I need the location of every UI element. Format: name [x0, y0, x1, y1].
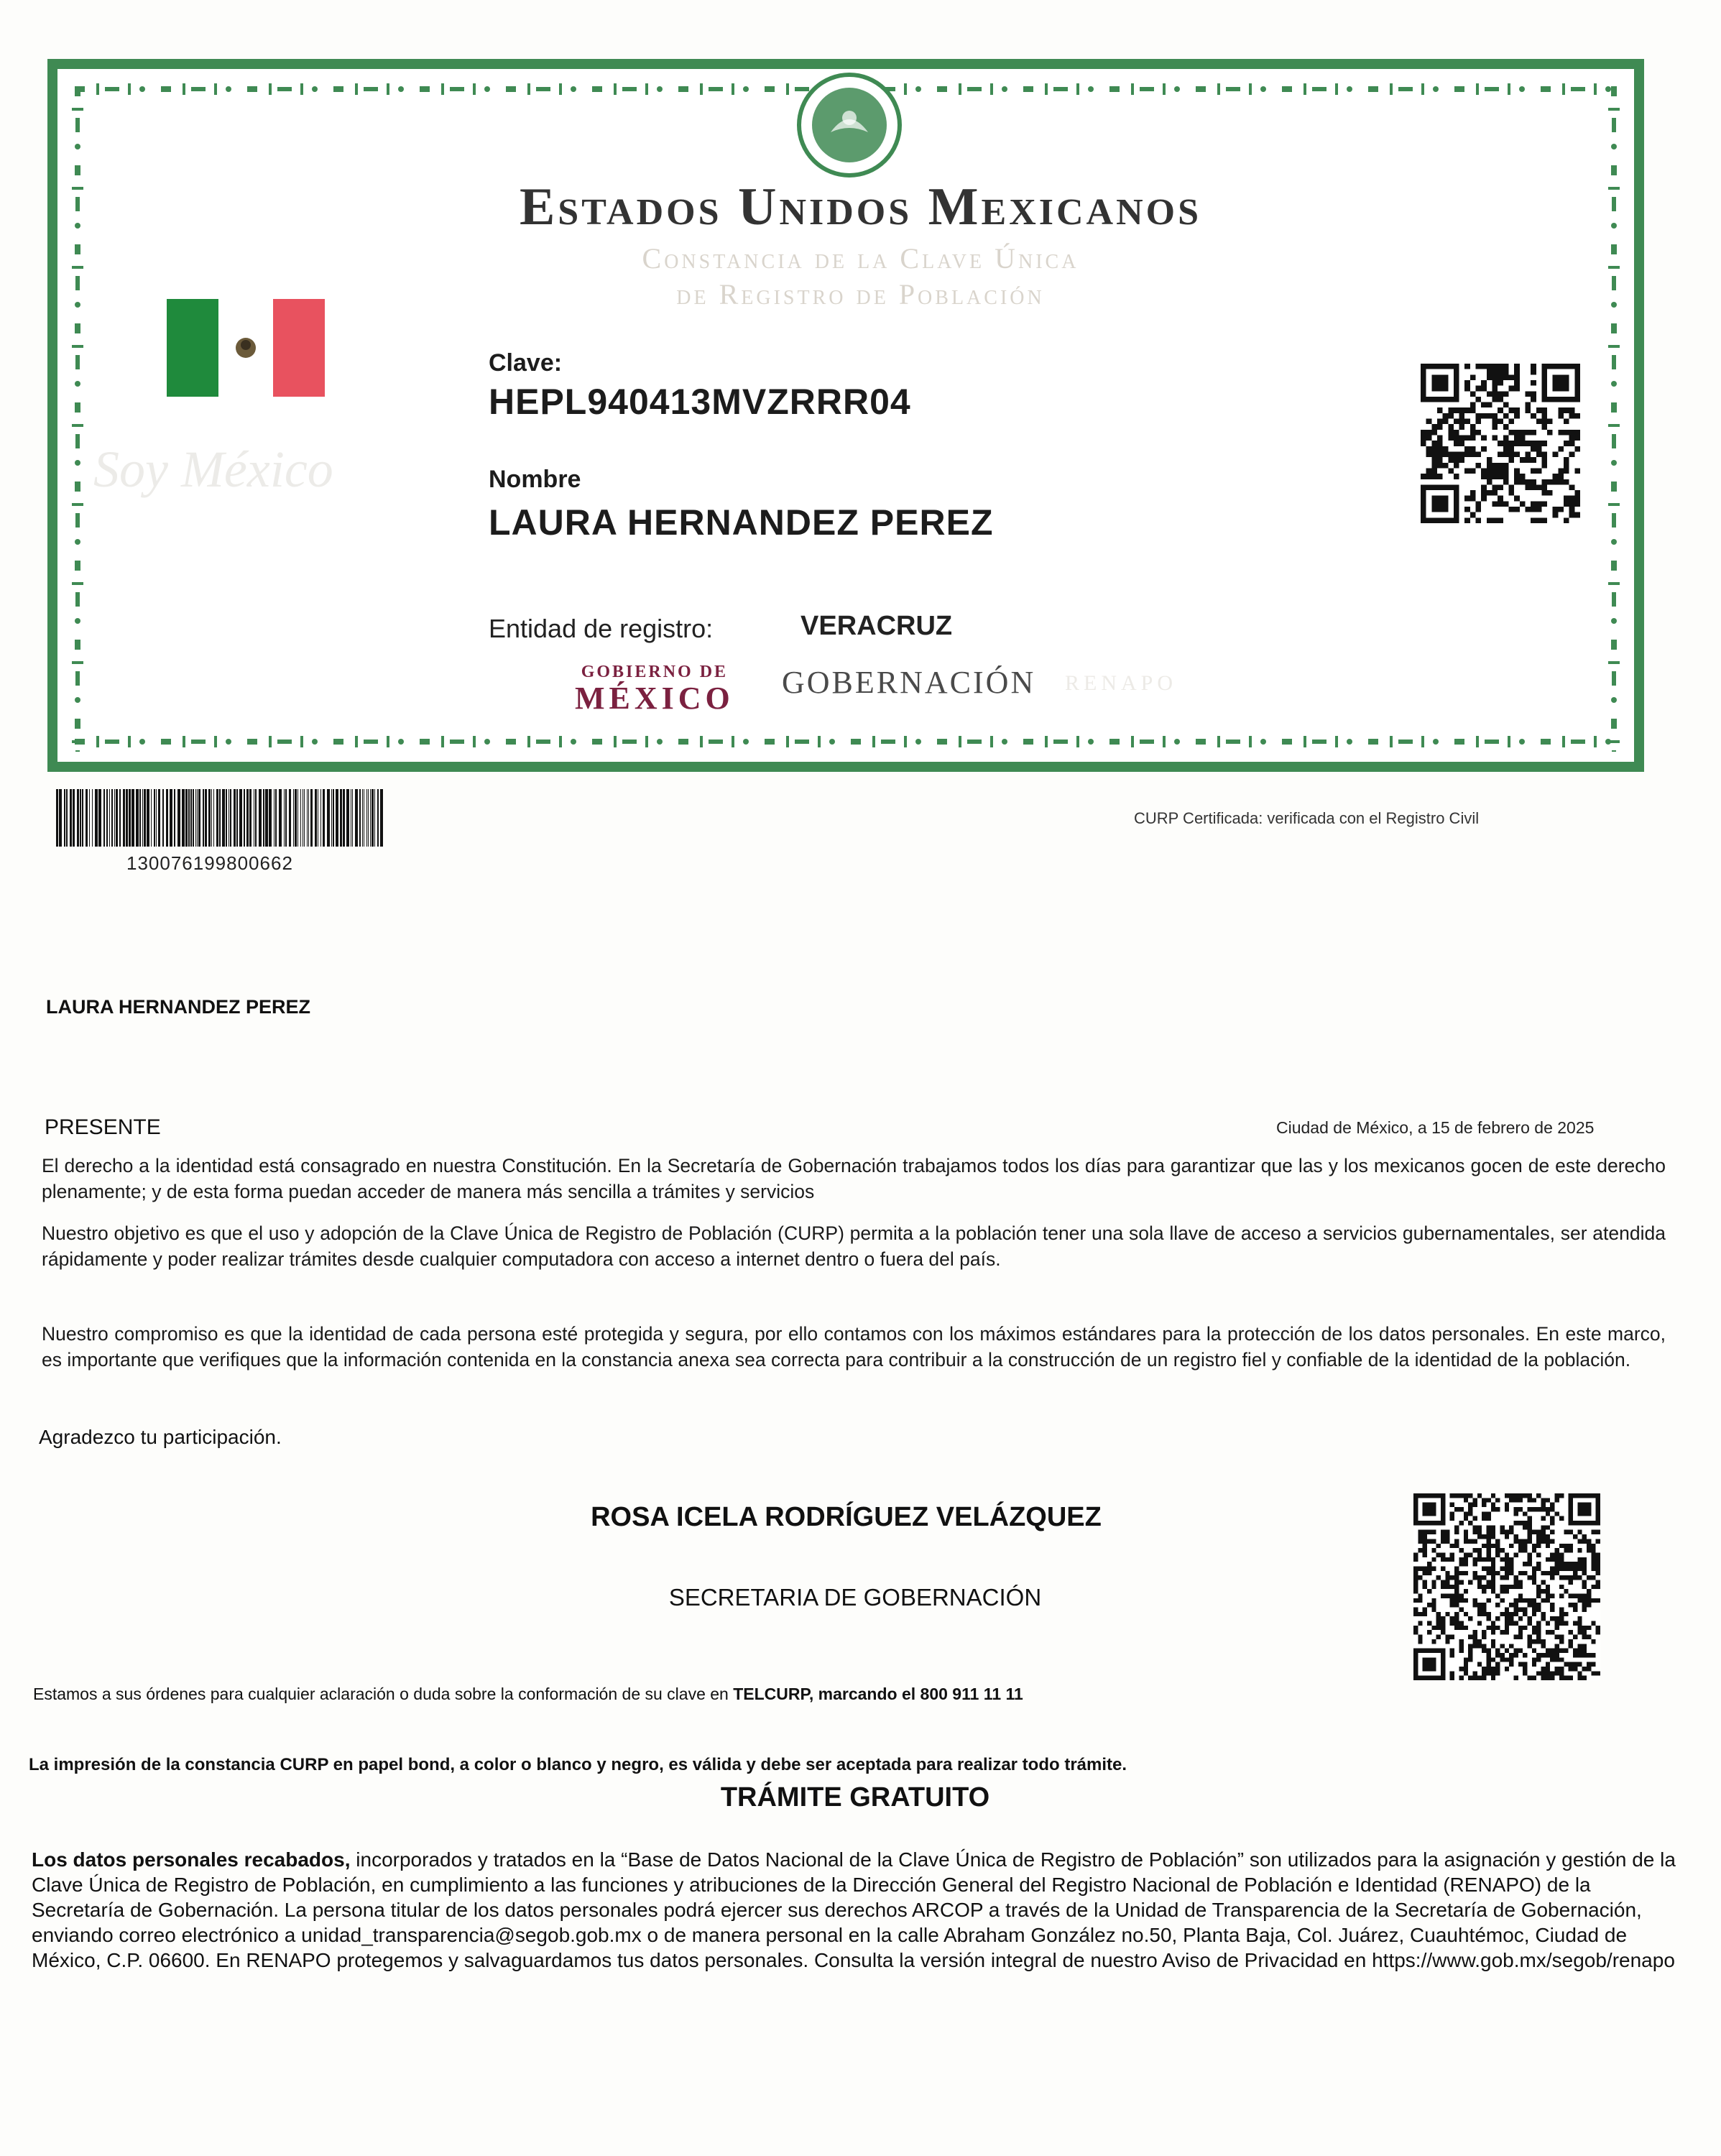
certificate-subtitle-line1: Constancia de la Clave Única: [642, 242, 1079, 275]
letter-paragraph-3: Nuestro compromiso es que la identidad de cada persona esté protegida y segura, por ello contamos con los máximos estándares para la protección de los datos personales. En este marco, es importante que verifiques que la información contenida en la constancia anexa sea correcta para contribuir a la construcción de un registro fiel y confiable de la identidad de la población.: [42, 1323, 1666, 1370]
entidad-value: VERACRUZ: [800, 611, 953, 641]
letter-date: Ciudad de México, a 15 de febrero de 2025: [1276, 1118, 1595, 1137]
privacy-notice-body: incorporados y tratados en la “Base de Datos Nacional de la Clave Única de Registro de Población” son utilizados para la asignación y gestión de la Clave Única de Registro de Población, en cumplimiento a las funciones y atribuciones de la Dirección General del Registro Nacional de Población e Identidad (RENAPO) de la Secretaría de Gobernación. La persona titular de los datos personales podrá ejercer sus derechos ARCOP a través de la Unidad de Transparencia de la Secretaría de Gobernación, enviando correo electrónico a unidad_transparencia@segob.gob.mx o de manera personal en la calle Abraham González no.50, Planta Baja, Col. Juárez, Cuauhtémoc, Ciudad de México, C.P. 06600. En RENAPO protegemos y salvaguardamos tus datos personales. Consulta la versión integral de nuestro Aviso de Privacidad en https://www.gob.mx/segob/renapo: [32, 1848, 1676, 1971]
renapo-logo: RENAPO: [1065, 671, 1178, 695]
thanks-line: Agradezco tu participación.: [39, 1426, 282, 1448]
certificate-title: Estados Unidos Mexicanos: [519, 178, 1202, 236]
clave-value: HEPL940413MVZRRR04: [489, 382, 911, 422]
free-procedure-notice: TRÁMITE GRATUITO: [720, 1782, 990, 1812]
telcurp-contact: TELCURP, marcando el 800 911 11 11: [733, 1685, 1023, 1703]
privacy-notice: [32, 1847, 1677, 1973]
entidad-label: Entidad de registro:: [489, 614, 714, 643]
nombre-label: Nombre: [489, 466, 581, 493]
contact-line: [33, 1685, 1023, 1704]
signer-title: SECRETARIA DE GOBERNACIÓN: [668, 1584, 1042, 1611]
national-seal-icon: [795, 70, 904, 180]
gobierno-logo-top-text: GOBIERNO DE: [581, 663, 729, 681]
certificate-qr-code-icon: [1413, 364, 1588, 523]
letter-paragraph-2: Nuestro objetivo es que el uso y adopción de la Clave Única de Registro de Población (CURP) permita a la población tener una sola llave de acceso a servicios gubernamentales, ser atendida rápidamente y poder realizar trámites desde cualquier computadora con acceso a internet dentro o fuera del país.: [42, 1222, 1666, 1270]
soy-mexico-watermark: Soy México: [93, 441, 333, 498]
signature-qr-code-icon: [1410, 1493, 1604, 1680]
nombre-value: LAURA HERNANDEZ PEREZ: [489, 502, 994, 543]
greeting: PRESENTE: [45, 1115, 161, 1139]
gobierno-de-mexico-logo: [575, 663, 734, 716]
gobierno-logo-bottom-text: MÉXICO: [575, 681, 734, 716]
certificate-subtitle-line2: de Registro de Población: [676, 278, 1045, 310]
recipient-name: LAURA HERNANDEZ PEREZ: [46, 996, 311, 1018]
signer-name-text: ROSA ICELA RODRÍGUEZ VELÁZQUEZ: [591, 1502, 1102, 1532]
privacy-notice-lead: Los datos personales recabados,: [32, 1848, 351, 1871]
clave-label: Clave:: [489, 349, 563, 377]
curp-certified-note: CURP Certificada: verificada con el Registro Civil: [1134, 809, 1480, 827]
validity-notice: La impresión de la constancia CURP en papel bond, a color o blanco y negro, es válida y debe ser aceptada para realizar todo trámite.: [29, 1755, 1127, 1774]
gobernacion-logo: GOBERNACIÓN: [782, 665, 1036, 700]
bottom-ornament-border: [68, 732, 1624, 752]
barcode-icon: [56, 789, 385, 847]
barcode-number: 130076199800662: [126, 852, 293, 874]
contact-prefix: Estamos a sus órdenes para cualquier aclaración o duda sobre la conformación de su clave en: [33, 1685, 734, 1703]
mexican-flag-icon: [167, 299, 325, 397]
letter-paragraph-1: El derecho a la identidad está consagrado en nuestra Constitución. En la Secretaría de Gobernación trabajamos todos los días para garantizar que las y los mexicanos gocen de este derecho plenamente; y de esta forma puedan acceder de manera más sencilla a trámites y servicios: [42, 1155, 1666, 1202]
